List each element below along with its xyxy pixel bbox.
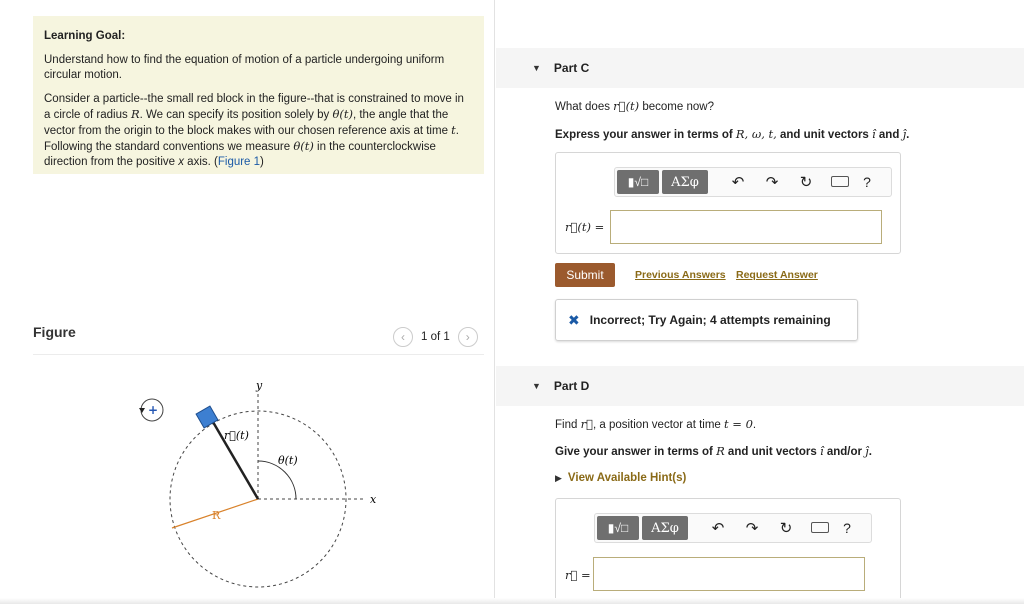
help-icon[interactable]: ?	[843, 520, 851, 536]
view-hints-toggle[interactable]	[555, 472, 686, 484]
math-t-zero: t = 0	[724, 417, 753, 431]
desc-text: )	[260, 156, 264, 168]
learning-goal-title: Learning Goal:	[44, 30, 126, 42]
instr-text: and unit vectors	[724, 446, 820, 458]
bottom-shadow	[0, 598, 1024, 604]
reset-icon[interactable]: ↻	[799, 174, 813, 191]
part-d-question	[555, 417, 756, 431]
part-d-instructions	[555, 444, 872, 458]
instr-text: and unit vectors	[776, 129, 873, 141]
desc-text: Following the standard conventions we measure	[44, 141, 294, 153]
reset-icon[interactable]: ↻	[779, 520, 793, 537]
ccw-plus-sign: +	[148, 403, 159, 417]
circular-motion-diagram	[120, 370, 400, 598]
desc-text: direction from the positive	[44, 156, 179, 168]
desc-text: Consider a particle--the small red block in the figure--that is constrained to move in	[44, 93, 464, 105]
part-c-question	[555, 99, 714, 113]
math-R: R	[130, 107, 140, 121]
figure-title: Figure	[33, 324, 76, 340]
learning-goal-text	[44, 53, 474, 83]
keyboard-icon[interactable]	[803, 520, 837, 537]
math-x: x	[178, 156, 184, 168]
problem-description	[44, 92, 474, 170]
greek-symbols-button[interactable]: ΑΣφ	[642, 516, 688, 540]
math-r: r⃗	[580, 417, 593, 431]
math-j-hat: ĵ	[902, 127, 907, 141]
instr-text: Give your answer in terms of	[555, 446, 717, 458]
desc-text: axis. (	[183, 156, 218, 168]
math-i-hat: î	[872, 127, 876, 141]
hints-label: View Available Hint(s)	[567, 472, 687, 484]
math-t: t	[451, 123, 456, 137]
figure-pager	[393, 326, 478, 348]
part-c-answer-input[interactable]	[610, 210, 882, 244]
collapse-icon: ▼	[532, 63, 541, 73]
x-axis-label: x	[370, 493, 377, 506]
theta-label: θ(t)	[278, 454, 298, 467]
expand-icon: ▶	[555, 473, 562, 483]
part-d-answer-label: r⃗ =	[565, 568, 591, 582]
feedback-text: Incorrect; Try Again; 4 attempts remaining	[589, 313, 831, 327]
keyboard-icon[interactable]	[823, 174, 857, 191]
math-R: R	[716, 444, 725, 458]
instr-text: and	[875, 129, 903, 141]
instr-text: .	[906, 129, 910, 141]
question-text: become now?	[639, 101, 714, 113]
part-c-instructions	[555, 127, 909, 141]
next-figure-button[interactable]: ›	[458, 327, 478, 347]
question-text: Find	[555, 419, 581, 431]
learning-goal-box	[33, 16, 484, 174]
question-text: .	[752, 419, 757, 431]
templates-button[interactable]: ▮√□	[597, 516, 639, 540]
rotation-arrowhead	[139, 408, 145, 413]
part-c-label: Part C	[553, 61, 590, 75]
toolbar-group	[594, 513, 872, 543]
instr-text: Express your answer in terms of	[555, 129, 736, 141]
goal-line: circular motion.	[44, 69, 122, 81]
toolbar-group	[614, 167, 892, 197]
part-c-header[interactable]	[496, 48, 1024, 88]
desc-text: vector from the origin to the block makes with our chosen reference axis at time	[44, 125, 452, 137]
part-d-label: Part D	[553, 379, 590, 393]
part-d-header[interactable]	[496, 366, 1024, 406]
desc-text: .	[455, 125, 459, 137]
prev-figure-button[interactable]: ‹	[393, 327, 413, 347]
radius-label: R	[212, 509, 221, 522]
incorrect-icon: ✖	[568, 311, 580, 328]
question-text: What does	[555, 101, 614, 113]
figure-page-count: 1 of 1	[421, 331, 450, 343]
desc-text: in the counterclockwise	[313, 141, 436, 153]
greek-symbols-button[interactable]: ΑΣφ	[662, 170, 708, 194]
undo-icon[interactable]: ↶	[711, 520, 725, 537]
math-j-hat: ĵ	[865, 444, 869, 458]
instr-text: .	[868, 446, 872, 458]
part-c-answer-box	[555, 152, 901, 254]
redo-icon[interactable]: ↷	[745, 520, 759, 537]
desc-text: . We can specify its position solely by	[139, 109, 333, 121]
left-panel	[0, 0, 495, 604]
undo-icon[interactable]: ↶	[731, 174, 745, 191]
figure-link[interactable]: Figure 1	[217, 156, 261, 168]
math-theta: θ(t)	[293, 139, 314, 153]
part-d-answer-input[interactable]	[593, 557, 865, 591]
math-i-hat: î	[819, 444, 824, 458]
goal-line: Understand how to find the equation of motion of a particle undergoing uniform	[44, 54, 445, 66]
templates-button[interactable]: ▮√□	[617, 170, 659, 194]
divider	[33, 354, 484, 355]
math-vars: R, ω, t,	[735, 127, 777, 141]
position-vector-label: r⃗(t)	[224, 429, 249, 442]
part-d-answer-box	[555, 498, 901, 602]
part-c-answer-label: r⃗(t) =	[565, 220, 605, 234]
collapse-icon: ▼	[532, 381, 541, 391]
submit-button[interactable]: Submit	[555, 263, 615, 287]
math-r: r⃗(t)	[613, 99, 640, 113]
right-panel	[496, 0, 1024, 604]
desc-text: , the angle that the	[352, 109, 449, 121]
redo-icon[interactable]: ↷	[765, 174, 779, 191]
request-answer-link[interactable]: Request Answer	[736, 269, 818, 281]
desc-text: a circle of radius	[44, 109, 131, 121]
math-toolbar	[594, 513, 872, 543]
question-text: , a position vector at time	[592, 419, 725, 431]
instr-text: and/or	[823, 446, 866, 458]
math-toolbar	[614, 167, 892, 197]
math-theta: θ(t)	[332, 107, 353, 121]
feedback-banner	[555, 299, 858, 341]
y-axis-label: y	[256, 379, 263, 392]
help-icon[interactable]: ?	[863, 174, 871, 190]
previous-answers-link[interactable]: Previous Answers	[635, 269, 726, 281]
